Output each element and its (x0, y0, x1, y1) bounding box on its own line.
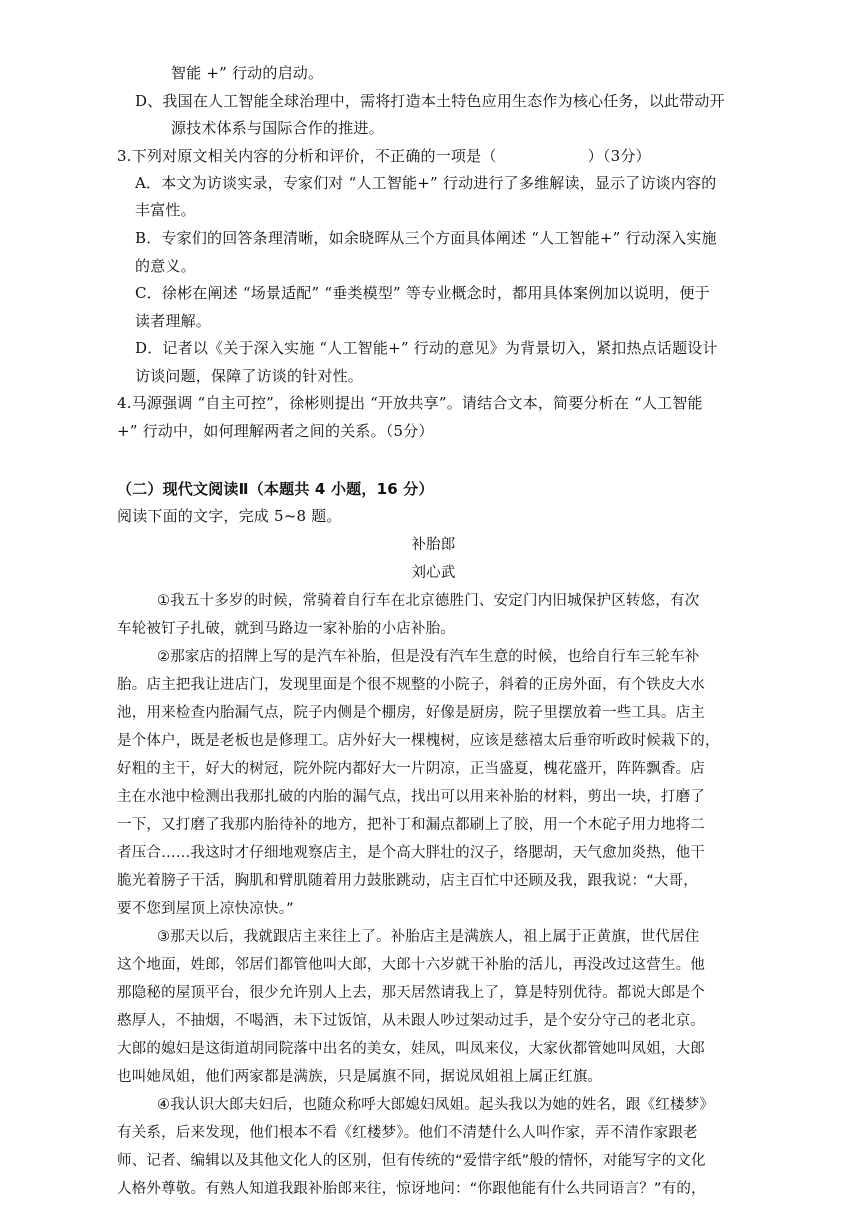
question-3-stem: 3.下列对原文相关内容的分析和评价，不正确的一项是（ ）（3分） (117, 147, 651, 165)
option-d-line2: 源技术体系与国际合作的推进。 (171, 119, 384, 137)
question-4-line2: +” 行动中，如何理解两者之间的关系。（5分） (117, 422, 434, 440)
story-p3-line1: ③那天以后，我就跟店主来往上了。补胎店主是满族人，祖上属于正黄旗，世代居住 (157, 929, 700, 945)
q3-option-b-line1: B．专家们的回答条理清晰，如余晓晖从三个方面具体阐述 “人工智能+” 行动深入实施 (135, 229, 717, 247)
story-p4-line2: 有关系，后来发现，他们根本不看《红楼梦》。他们不清楚什么人叫作家，弄不清作家跟老 (117, 1125, 698, 1141)
story-p2-line2: 胎。店主把我让进店门，发现里面是个很不规整的小院子，斜着的正房外面，有个铁皮大水 (117, 677, 705, 693)
story-p3-line4: 憨厚人，不抽烟，不喝酒，未下过饭馆，从未跟人吵过架动过手，是个安分守己的老北京。 (117, 1013, 705, 1029)
q3-option-b-line2: 的意义。 (135, 257, 196, 275)
q3-option-a-line1: A．本文为访谈实录，专家们对 “人工智能+” 行动进行了多维解读，显示了访谈内容的 (135, 174, 717, 192)
story-title: 补胎郎 (411, 537, 456, 553)
story-p2-line4: 是个体户，既是老板也是修理工。店外好大一棵槐树，应该是慈禧太后垂帘听政时候栽下的， (117, 733, 720, 749)
question-4-line1: 4.马源强调 “自主可控”，徐彬则提出 “开放共享”。请结合文本，简要分析在 “人工智能 (117, 394, 703, 412)
story-author: 刘心武 (411, 565, 456, 581)
q3-option-c-line1: C．徐彬在阐述 “场景适配” “垂类模型” 等专业概念时，都用具体案例加以说明，便于 (135, 284, 710, 302)
story-p3-line5: 大郎的媳妇是这街道胡同院落中出名的美女，娃凤，叫凤来仪，大家伙都管她叫凤姐，大郎 (117, 1041, 705, 1057)
story-p2-line9: 脆光着膀子干活，胸肌和臂肌随着用力鼓胀跳动，店主百忙中还顾及我，跟我说：“大哥， (117, 873, 699, 889)
story-p1-line1: ①我五十多岁的时候，常骑着自行车在北京德胜门、安定门内旧城保护区转悠，有次 (157, 593, 700, 609)
story-p3-line6: 也叫她凤姐，他们两家都是满族，只是属旗不同，据说凤姐祖上属正红旗。 (117, 1069, 603, 1085)
story-p2-line8: 者压合……我这时才仔细地观察店主，是个高大胖壮的汉子，络腮胡，天气愈加炎热，他干 (117, 845, 705, 861)
story-p2-line3: 池，用来检查内胎漏气点，院子内侧是个棚房，好像是厨房，院子里摆放着一些工具。店主 (117, 705, 705, 721)
story-p2-line6: 主在水池中检测出我那扎破的内胎的漏气点，找出可以用来补胎的材料，剪出一块，打磨了 (117, 789, 705, 805)
option-c-continued: 智能 +” 行动的启动。 (171, 64, 324, 82)
story-p2-line10: 要不您到屋顶上凉快凉快。” (117, 901, 294, 917)
option-d-line1: D、我国在人工智能全球治理中，需将打造本土特色应用生态作为核心任务，以此带动开 (135, 92, 725, 110)
q3-option-d-line1: D．记者以《关于深入实施 “人工智能+” 行动的意见》为背景切入，紧扣热点话题设计 (135, 339, 718, 357)
story-p3-line2: 这个地面，姓郎，邻居们都管他叫大郎，大郎十六岁就干补胎的活儿，再没改过这营生。他 (117, 957, 705, 973)
story-p3-line3: 那隐秘的屋顶平台，很少允许别人上去，那天居然请我上了，算是特别优待。都说大郎是个 (117, 985, 705, 1001)
section-instruction: 阅读下面的文字，完成 5~8 题。 (117, 507, 342, 525)
story-p4-line1: ④我认识大郎夫妇后，也随众称呼大郎媳妇凤姐。起头我以为她的姓名，跟《红楼梦》 (157, 1097, 715, 1113)
q3-option-c-line2: 读者理解。 (135, 312, 212, 330)
story-p2-line7: 一下，又打磨了我那内胎待补的地方，把补丁和漏点都刷上了胶，用一个木砣子用力地将二 (117, 817, 705, 833)
story-p4-line3: 师、记者、编辑以及其他文化人的区别，但有传统的“爱惜字纸”般的情怀，对能写字的文化 (117, 1153, 706, 1169)
story-p4-line4: 人格外尊敬。有熟人知道我跟补胎郎来往，惊讶地问：“你跟他能有什么共同语言？”有的， (117, 1181, 706, 1197)
section-heading: （二）现代文阅读Ⅱ（本题共 4 小题，16 分） (117, 480, 434, 498)
story-p2-line1: ②那家店的招牌上写的是汽车补胎，但是没有汽车生意的时候，也给自行车三轮车补 (157, 649, 700, 665)
story-p2-line5: 好粗的主干，好大的树冠，院外院内都好大一片阴凉，正当盛夏，槐花盛开，阵阵飘香。店 (117, 761, 705, 777)
q3-option-a-line2: 丰富性。 (135, 201, 196, 219)
story-p1-line2: 车轮被钉子扎破，就到马路边一家补胎的小店补胎。 (117, 621, 456, 637)
q3-option-d-line2: 访谈问题，保障了访谈的针对性。 (135, 367, 364, 385)
